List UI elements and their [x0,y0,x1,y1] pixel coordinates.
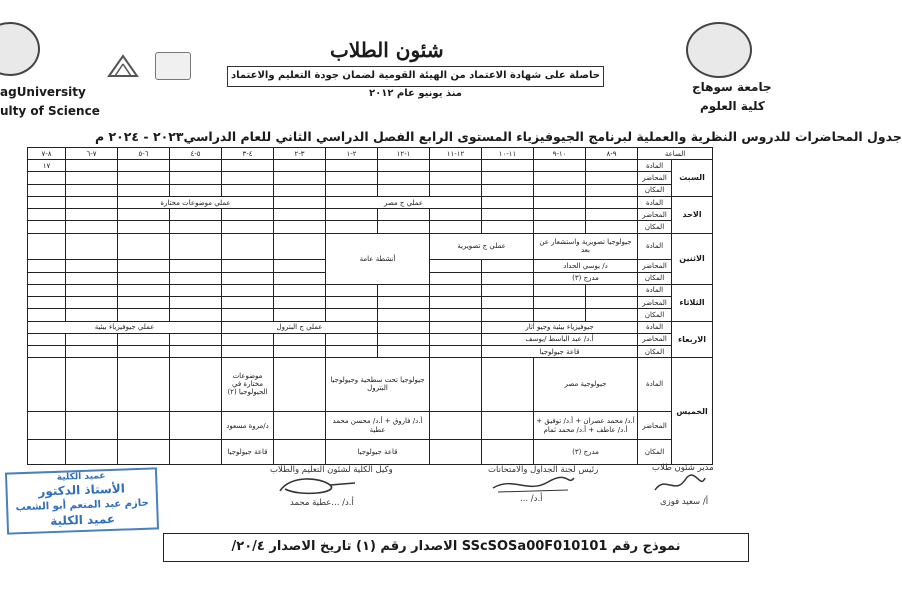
row-label-subject: المادة [638,160,672,172]
table-cell: مدرج (٣) [534,272,638,284]
page-title: جدول المحاضرات للدروس النظرية والعملية لبرنامج الجيوفيزياء المستوى الرابع الفصل الدراسي الثاني للعام الدراسي٢٠٢٣ - ٢٠٢٤ م [95,129,902,144]
table-cell: جيوفيزياء بيئية وجيو أثار [482,321,638,333]
table-row [28,358,713,411]
dean-label: عميد الكلية [56,471,106,483]
certification-box: حاصلة على شهادة الاعتماد من الهيئة القومية لضمان جودة التعليم والاعتماد منذ يونيو عام ٢٠١٢ [227,66,604,87]
table-row [28,160,713,172]
row-label-place: المكان [638,309,672,321]
row-label-place: المكان [638,345,672,357]
table-row [28,233,713,260]
table-row [28,297,713,309]
table-row [28,184,713,196]
table-row [28,411,713,440]
table-row [28,345,713,357]
day-sunday: الاحد [672,196,713,233]
table-cell: د/مروة مسعود [222,411,274,440]
table-cell: قاعة جيولوجيا [326,440,430,465]
row-label-subject: المادة [638,358,672,411]
time-slot: ٨-٧ [28,148,66,160]
row-label-subject: المادة [638,321,672,333]
table-row [28,284,713,296]
time-slot: ٦-٥ [118,148,170,160]
table-cell: ١٧ [28,160,66,172]
vice-dean-signature-name: أ.د/ ...عطية محمد [290,498,354,508]
table-cell: جيولوجية مصر [534,358,638,411]
accreditation-logo [107,52,139,78]
row-label-place: المكان [638,221,672,233]
day-thursday: الخميس [672,358,713,465]
row-label-subject: المادة [638,196,672,208]
day-wednesday: الاربعاء [672,321,713,358]
time-slot: ١١-١٠ [482,148,534,160]
time-slot: ٩-٨ [586,148,638,160]
right-university-name: جامعة سوهاج [692,80,772,94]
committee-signature-name: أ.د/ ... [520,494,543,504]
day-monday: الاثنين [672,233,713,284]
table-row [28,221,713,233]
dean-name: حازم عبد المنعم أبو الشعب [15,497,149,514]
table-row [28,172,713,184]
row-label-place: المكان [638,184,672,196]
time-slot: ١٢-١١ [430,148,482,160]
dean-title: الأستاذ الدكتور [38,481,126,499]
table-cell: جيولوجيا تصويرية واستشعار عن بعد [534,233,638,260]
table-cell: د/ يوسي الحداد [534,260,638,272]
left-university-name: agUniversity [0,85,86,99]
table-row [28,333,713,345]
time-slot: ٤-٣ [222,148,274,160]
table-cell: عملي ج تصويرية [430,233,534,260]
time-slot: ١٠-٩ [534,148,586,160]
time-slot: ٣-٢ [274,148,326,160]
left-faculty-name: ulty of Science [0,104,100,118]
table-cell: قاعة جيولوجيا [222,440,274,465]
table-cell: عملي جيوفيزياء بيئية [28,321,222,333]
left-university-logo [0,22,40,76]
table-cell: عملي ج البترول [222,321,378,333]
row-label-subject: المادة [638,284,672,296]
table-row [28,440,713,465]
right-faculty-name: كلية العلوم [700,99,765,113]
table-cell: عملي ج مصر [326,196,482,208]
table-cell: عملي موضوعات مختارة [118,196,274,208]
form-number-box: نموذج رقم SScSOSa00F010101 الاصدار رقم (١) تاريخ الاصدار ٢٠/٤/ [163,533,749,562]
row-label-lecturer: المحاضر [638,172,672,184]
dean-stamp [5,467,159,534]
time-slot: ١-١٢ [378,148,430,160]
row-label-place: المكان [638,272,672,284]
table-cell: قاعة جيولوجيا [482,345,638,357]
time-slot: ٢-١ [326,148,378,160]
row-label-lecturer: المحاضر [638,209,672,221]
row-label-lecturer: المحاضر [638,333,672,345]
manager-signature-name: أ/ سعيد فوزى [660,497,709,507]
time-slot: ٥-٤ [170,148,222,160]
row-label-subject: المادة [638,233,672,260]
row-label-place: المكان [638,440,672,465]
vice-dean-signature-title: وكيل الكلية لشئون التعليم والطلاب [270,465,393,475]
table-row [28,209,713,221]
table-cell: مدرج (٣) [534,440,638,465]
manager-signature-title: مدير شئون طلاب [652,463,714,473]
table-row [28,196,713,208]
table-cell: أ.د/ فاروق + أ.د/ محسن محمد عطية [326,411,430,440]
office-title: شئون الطلاب [330,38,444,62]
vice-dean-signature-icon [270,473,360,499]
row-label-lecturer: المحاضر [638,260,672,272]
committee-signature-icon [488,472,578,496]
row-label-lecturer: المحاضر [638,297,672,309]
day-saturday: السبت [672,160,713,197]
time-slot: ٧-٦ [66,148,118,160]
dean-role: عميد الكلية [49,511,116,529]
sohag-university-logo [686,22,752,78]
table-row [28,321,713,333]
timetable [27,147,713,465]
table-cell: موضوعات مختارة في الجيولوجيا (٢) [222,358,274,411]
quality-logo [155,52,191,80]
table-row [28,309,713,321]
table-cell: أنشطة عامة [326,233,430,284]
row-label-lecturer: المحاضر [638,411,672,440]
time-header-row [28,148,713,160]
table-cell: أ.د/ عبد الباسط /يوسف [482,333,638,345]
day-tuesday: الثلاثاء [672,284,713,321]
table-cell: جيولوجيا تحت سطحية وجيولوجيا البترول [326,358,430,411]
hour-label: الساعة [638,148,713,160]
committee-signature-title: رئيس لجنة الجداول والامتحانات [488,465,599,475]
table-cell: أ.د/ محمد عصران + أ.د/ توفيق + أ.د/ عاطف + أ.د/ محمد ثمام [534,411,638,440]
manager-signature-icon [650,470,710,498]
